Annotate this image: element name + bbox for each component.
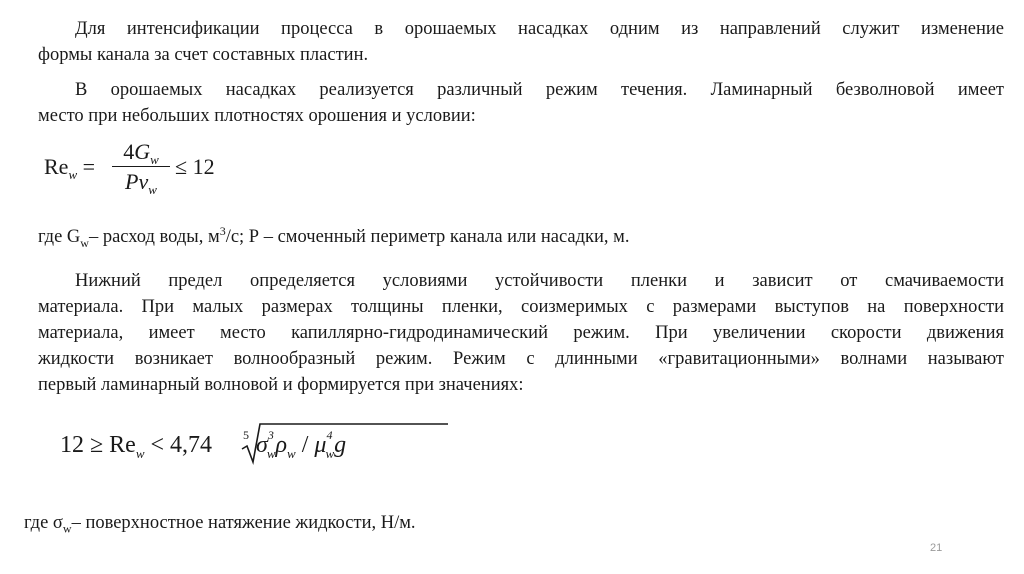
paragraph-lower-limit-line1: Нижний предел определяется условиями устойчивости пленки и зависит от смачиваемости [75, 271, 1004, 291]
paragraph-where-sigma-suffix: – поверхностное натяжение жидкости, Н/м. [71, 513, 416, 533]
paragraph-flow-regime-line2: место при небольших плотностях орошения и условии: [38, 106, 476, 126]
paragraph-lower-limit [38, 268, 1004, 398]
paragraph-flow-regime [38, 77, 1004, 129]
paragraph-lower-limit-line3: материала, имеет место капиллярно-гидродинамический режим. При увеличении скорости движения [38, 323, 1004, 343]
formula1-fraction [114, 138, 168, 197]
formula2-sigma-sub: w [266, 446, 276, 461]
paragraph-where-sigma-sub: w [62, 521, 72, 536]
paragraph-lower-limit-line4: жидкости возникает волнообразный режим. Режим с длинными «гравитационными» волнами называют [38, 349, 1004, 369]
formula2-mu-sup: 4 [326, 428, 333, 442]
paragraph-where-g-middle: – расход воды, м [88, 227, 220, 248]
paragraph-where-g-suffix: /с; Р – смоченный периметр канала или насадки, м. [225, 227, 630, 248]
formula1-num-sub: w [150, 152, 159, 167]
paragraph-where-g-prefix: где G [38, 227, 81, 248]
paragraph-intro-line1: Для интенсификации процесса в орошаемых насадках одним из направлений служит изменение [75, 19, 1004, 39]
formula2-mu: μ [314, 432, 327, 458]
paragraph-intro-line2: формы канала за счет составных пластин. [38, 45, 369, 65]
formula2-sigma: σ [256, 432, 268, 458]
paragraph-where-sigma [24, 510, 990, 542]
paragraph-where-g-sup: 3 [219, 224, 226, 238]
formula1-re-sub: w [68, 167, 78, 182]
paragraph-flow-regime-line1: В орошаемых насадках реализуется различный режим течения. Ламинарный безволновой имеет [75, 80, 1004, 100]
formula1-num-coef: 4 [123, 139, 135, 164]
paragraph-lower-limit-line5: первый ламинарный волновой и формируется при значениях: [38, 375, 524, 395]
formula2-slash: / [295, 432, 315, 458]
formula1-den-var: P [125, 169, 139, 194]
formula2-lt: < 4,74 [144, 432, 213, 458]
formula1-num-var: G [134, 139, 151, 164]
formula1-rhs: ≤ 12 [175, 154, 215, 179]
paragraph-intro [38, 16, 1004, 68]
formula2-g: g [334, 432, 347, 458]
formula2-rho: ρ [275, 432, 288, 458]
page-number: 21 [930, 542, 943, 554]
formula2-root-index: 5 [243, 428, 249, 442]
formula2-lhs: 12 ≥ Re [60, 432, 136, 458]
formula2-mu-sub: w [325, 446, 335, 461]
formula1-den-sub: w [148, 182, 157, 197]
paragraph-where-g-sub: w [80, 235, 89, 250]
formula1-den-var2: ν [138, 169, 149, 194]
formula1-re: Re [44, 154, 69, 179]
paragraph-lower-limit-line2: материала. При малых размерах толщины пленки, соизмеримых с размерами выступов на поверхности [38, 297, 1004, 317]
formula2-lhs-sub: w [135, 446, 145, 461]
paragraph-where-g [38, 218, 1004, 256]
formula2-rho-sub: w [287, 446, 296, 461]
formula1-eq: = [77, 154, 101, 179]
formula2-sigma-sup: 3 [267, 428, 274, 442]
paragraph-where-sigma-prefix: где σ [24, 513, 63, 533]
